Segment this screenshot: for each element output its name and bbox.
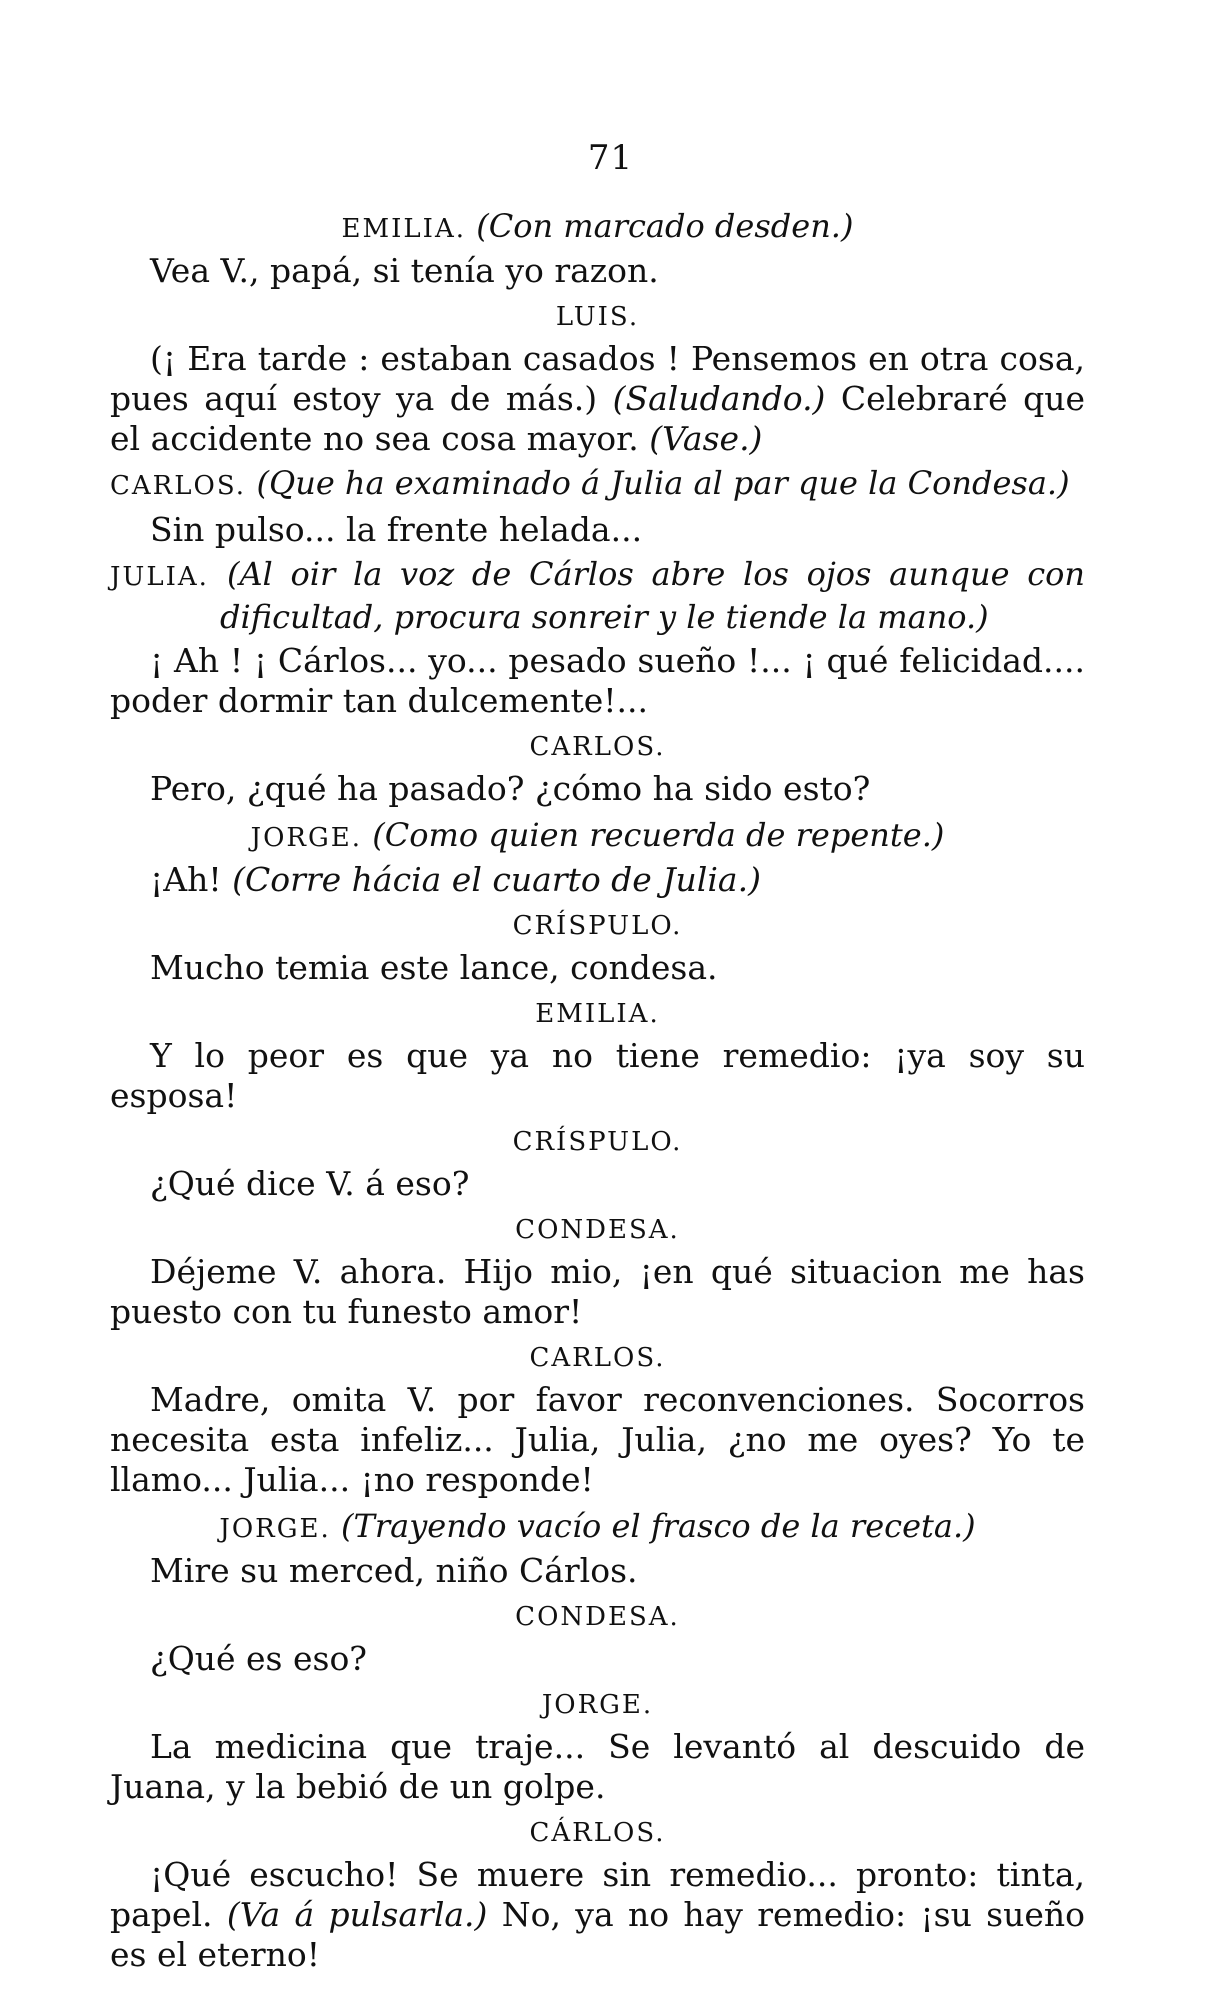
dialogue-text: Vea V., papá, si tenía yo razon.	[150, 251, 659, 290]
speaker-heading	[110, 463, 1085, 506]
speaker-heading	[110, 297, 1085, 337]
speaker-name: CRÍSPULO.	[512, 911, 683, 941]
dialogue-text: Y lo peor es que ya no tiene remedio: ¡ya soy su esposa!	[110, 1036, 1085, 1115]
dialogue-text: La medicina que traje... Se levantó al descuido de Juana, y la bebió de un golpe.	[110, 1727, 1085, 1806]
dialogue-line	[110, 860, 1085, 900]
stage-direction: (Con marcado desden.)	[476, 207, 854, 245]
speaker-name: LUIS.	[555, 302, 640, 332]
speaker-heading	[110, 1685, 1085, 1725]
dialogue-line	[110, 510, 1085, 550]
dialogue-line	[110, 339, 1085, 459]
dialogue-text: Pero, ¿qué ha pasado? ¿cómo ha sido esto?	[150, 769, 871, 808]
speaker-name: EMILIA.	[341, 214, 466, 244]
speaker-name: CÁRLOS.	[529, 1818, 666, 1848]
stage-direction: (Corre hácia el cuarto de Julia.)	[232, 860, 761, 899]
dialogue-line	[110, 1639, 1085, 1679]
stage-direction: (Va á pulsarla.)	[226, 1895, 488, 1934]
stage-direction: (Saludando.)	[612, 379, 826, 418]
dialogue-text: ¿Qué dice V. á eso?	[150, 1164, 470, 1203]
dialogue-line	[110, 1727, 1085, 1807]
speaker-name: CARLOS.	[529, 732, 666, 762]
dialogue-line	[110, 1855, 1085, 1975]
dialogue-text: Mire su merced, niño Cárlos.	[150, 1551, 638, 1590]
speaker-heading	[110, 815, 1085, 858]
dialogue-line	[110, 1164, 1085, 1204]
speaker-name: EMILIA.	[535, 999, 660, 1029]
speaker-heading	[110, 906, 1085, 946]
speaker-heading	[110, 727, 1085, 767]
dialogue-text: ¿Qué es eso?	[150, 1639, 367, 1678]
speaker-heading	[110, 554, 1085, 637]
speaker-heading	[110, 1506, 1085, 1549]
stage-direction: (Que ha examinado á Julia al par que la Condesa.)	[256, 464, 1070, 502]
stage-direction: (Trayendo vacío el frasco de la receta.)	[340, 1507, 976, 1545]
speaker-name: CARLOS.	[110, 471, 246, 501]
dialogue-text: Sin pulso... la frente helada...	[150, 510, 643, 549]
speaker-name: CARLOS.	[529, 1343, 666, 1373]
stage-direction: (Vase.)	[649, 419, 763, 458]
dialogue-text: (¡ Era tarde : estaban casados ! Pensemos en otra cosa, pues aquí estoy ya de más.)	[110, 339, 1085, 418]
speaker-heading	[110, 994, 1085, 1034]
speaker-heading	[110, 1597, 1085, 1637]
dialogue-text: Déjeme V. ahora. Hijo mio, ¡en qué situacion me has puesto con tu funesto amor!	[110, 1252, 1085, 1331]
speaker-name: CONDESA.	[515, 1602, 680, 1632]
speaker-name: CONDESA.	[515, 1215, 680, 1245]
dialogue-text: Mucho temia este lance, condesa.	[150, 948, 718, 987]
speaker-name: JORGE.	[250, 823, 362, 853]
dialogue-line	[110, 769, 1085, 809]
dialogue-line	[110, 1551, 1085, 1591]
dialogue-line	[110, 1252, 1085, 1332]
stage-direction: (Como quien recuerda de repente.)	[372, 816, 945, 854]
speaker-name: JULIA.	[110, 562, 209, 592]
dialogue-text: ¡Qué escucho! Se muere sin remedio... pronto: tinta, papel.	[110, 1855, 1085, 1934]
speaker-heading	[110, 1210, 1085, 1250]
speaker-name: CRÍSPULO.	[512, 1127, 683, 1157]
dialogue-line	[110, 1036, 1085, 1116]
speaker-heading	[110, 206, 1085, 249]
stage-direction: (Al oir la voz de Cárlos abre los ojos aunque con dificultad, procura sonreir y le tiende la mano.)	[220, 555, 1086, 636]
speaker-name: JORGE.	[219, 1514, 331, 1544]
speaker-heading	[110, 1122, 1085, 1162]
speaker-heading	[110, 1338, 1085, 1378]
page-number: 71	[587, 138, 634, 178]
speaker-name: JORGE.	[541, 1690, 654, 1720]
play-text	[110, 200, 1085, 1979]
dialogue-text: Celebraré que el accidente no sea cosa mayor.	[110, 379, 1085, 458]
dialogue-text: No, ya no hay remedio: ¡su sueño es el eterno!	[110, 1895, 1086, 1974]
dialogue-line	[110, 641, 1085, 721]
dialogue-text: ¡Ah!	[150, 860, 233, 899]
dialogue-text: ¡ Ah ! ¡ Cárlos... yo... pesado sueño !... ¡ qué felicidad.... poder dormir tan dulcemente!...	[110, 641, 1085, 720]
speaker-heading	[110, 1813, 1085, 1853]
dialogue-text: Madre, omita V. por favor reconvenciones. Socorros necesita esta infeliz... Julia, Julia, ¿no me oyes? Yo te llamo... Julia... ¡no responde!	[110, 1380, 1085, 1499]
dialogue-line	[110, 1380, 1085, 1500]
dialogue-line	[110, 251, 1085, 291]
dialogue-line	[110, 948, 1085, 988]
